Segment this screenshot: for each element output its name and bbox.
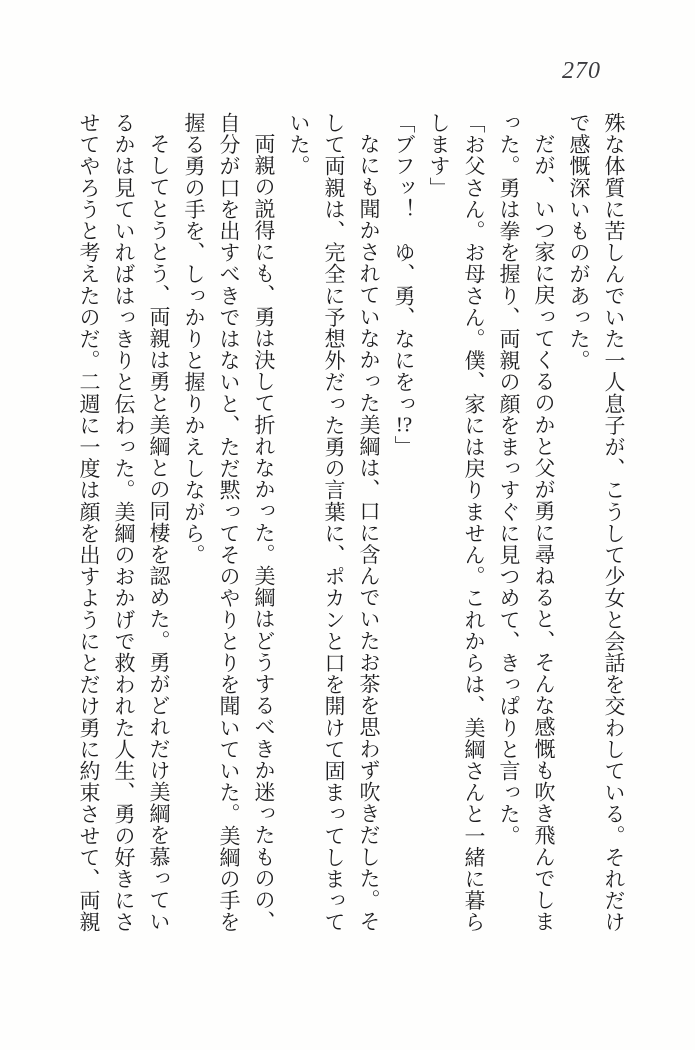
paragraph-narration-4: そしてとうとう、両親は勇と美綱との同棲を認めた。勇がどれだけ美綱を慕っているかは見ていればはっきりと伝わった。美綱のおかげで救われた人生、勇の好きにさせてやろうと考えたのだ。二週に一度は顔を出すようにとだけ勇に約束させて、両親: [77, 112, 171, 933]
body-text: [71, 112, 631, 934]
page-number: 270: [562, 58, 601, 84]
dialogue-2-tatechuyoko: !?: [395, 414, 413, 436]
dialogue-2-close-bracket: 」: [392, 435, 416, 458]
dialogue-2-text: 「ブフッ！ ゆ、勇、なにをっ: [392, 112, 416, 415]
paragraph-dialogue-2: [386, 112, 421, 934]
paragraph-continuation: 殊な体質に苦しんでいた一人息子が、こうして少女と会話を交わしている。それだけで感慨深いものがあった。: [567, 112, 626, 933]
paragraph-narration-2: なにも聞かされていなかった美綱は、口に含んでいたお茶を思わず吹きだした。そして両親は、完全に予想外だった勇の言葉に、ポカンと口を開けて固まってしまっていた。: [287, 112, 381, 933]
paragraph-dialogue-1: 「お父さん。お母さん。僕、家には戻りません。これからは、美綱さんと一緒に暮らします」: [427, 112, 486, 933]
paragraph-narration-3: 両親の説得にも、勇は決して折れなかった。美綱はどうするべきか迷ったものの、自分が口を出すべきではないと、ただ黙ってそのやりとりを聞いていた。美綱の手を握る勇の手を、しっかりと握りかえしながら。: [182, 112, 276, 933]
paragraph-narration-1: だが、いつ家に戻ってくるのかと父が勇に尋ねると、そんな感慨も吹き飛んでしまった。勇は拳を握り、両親の顔をまっすぐに見つめて、きっぱりと言った。: [497, 112, 556, 933]
